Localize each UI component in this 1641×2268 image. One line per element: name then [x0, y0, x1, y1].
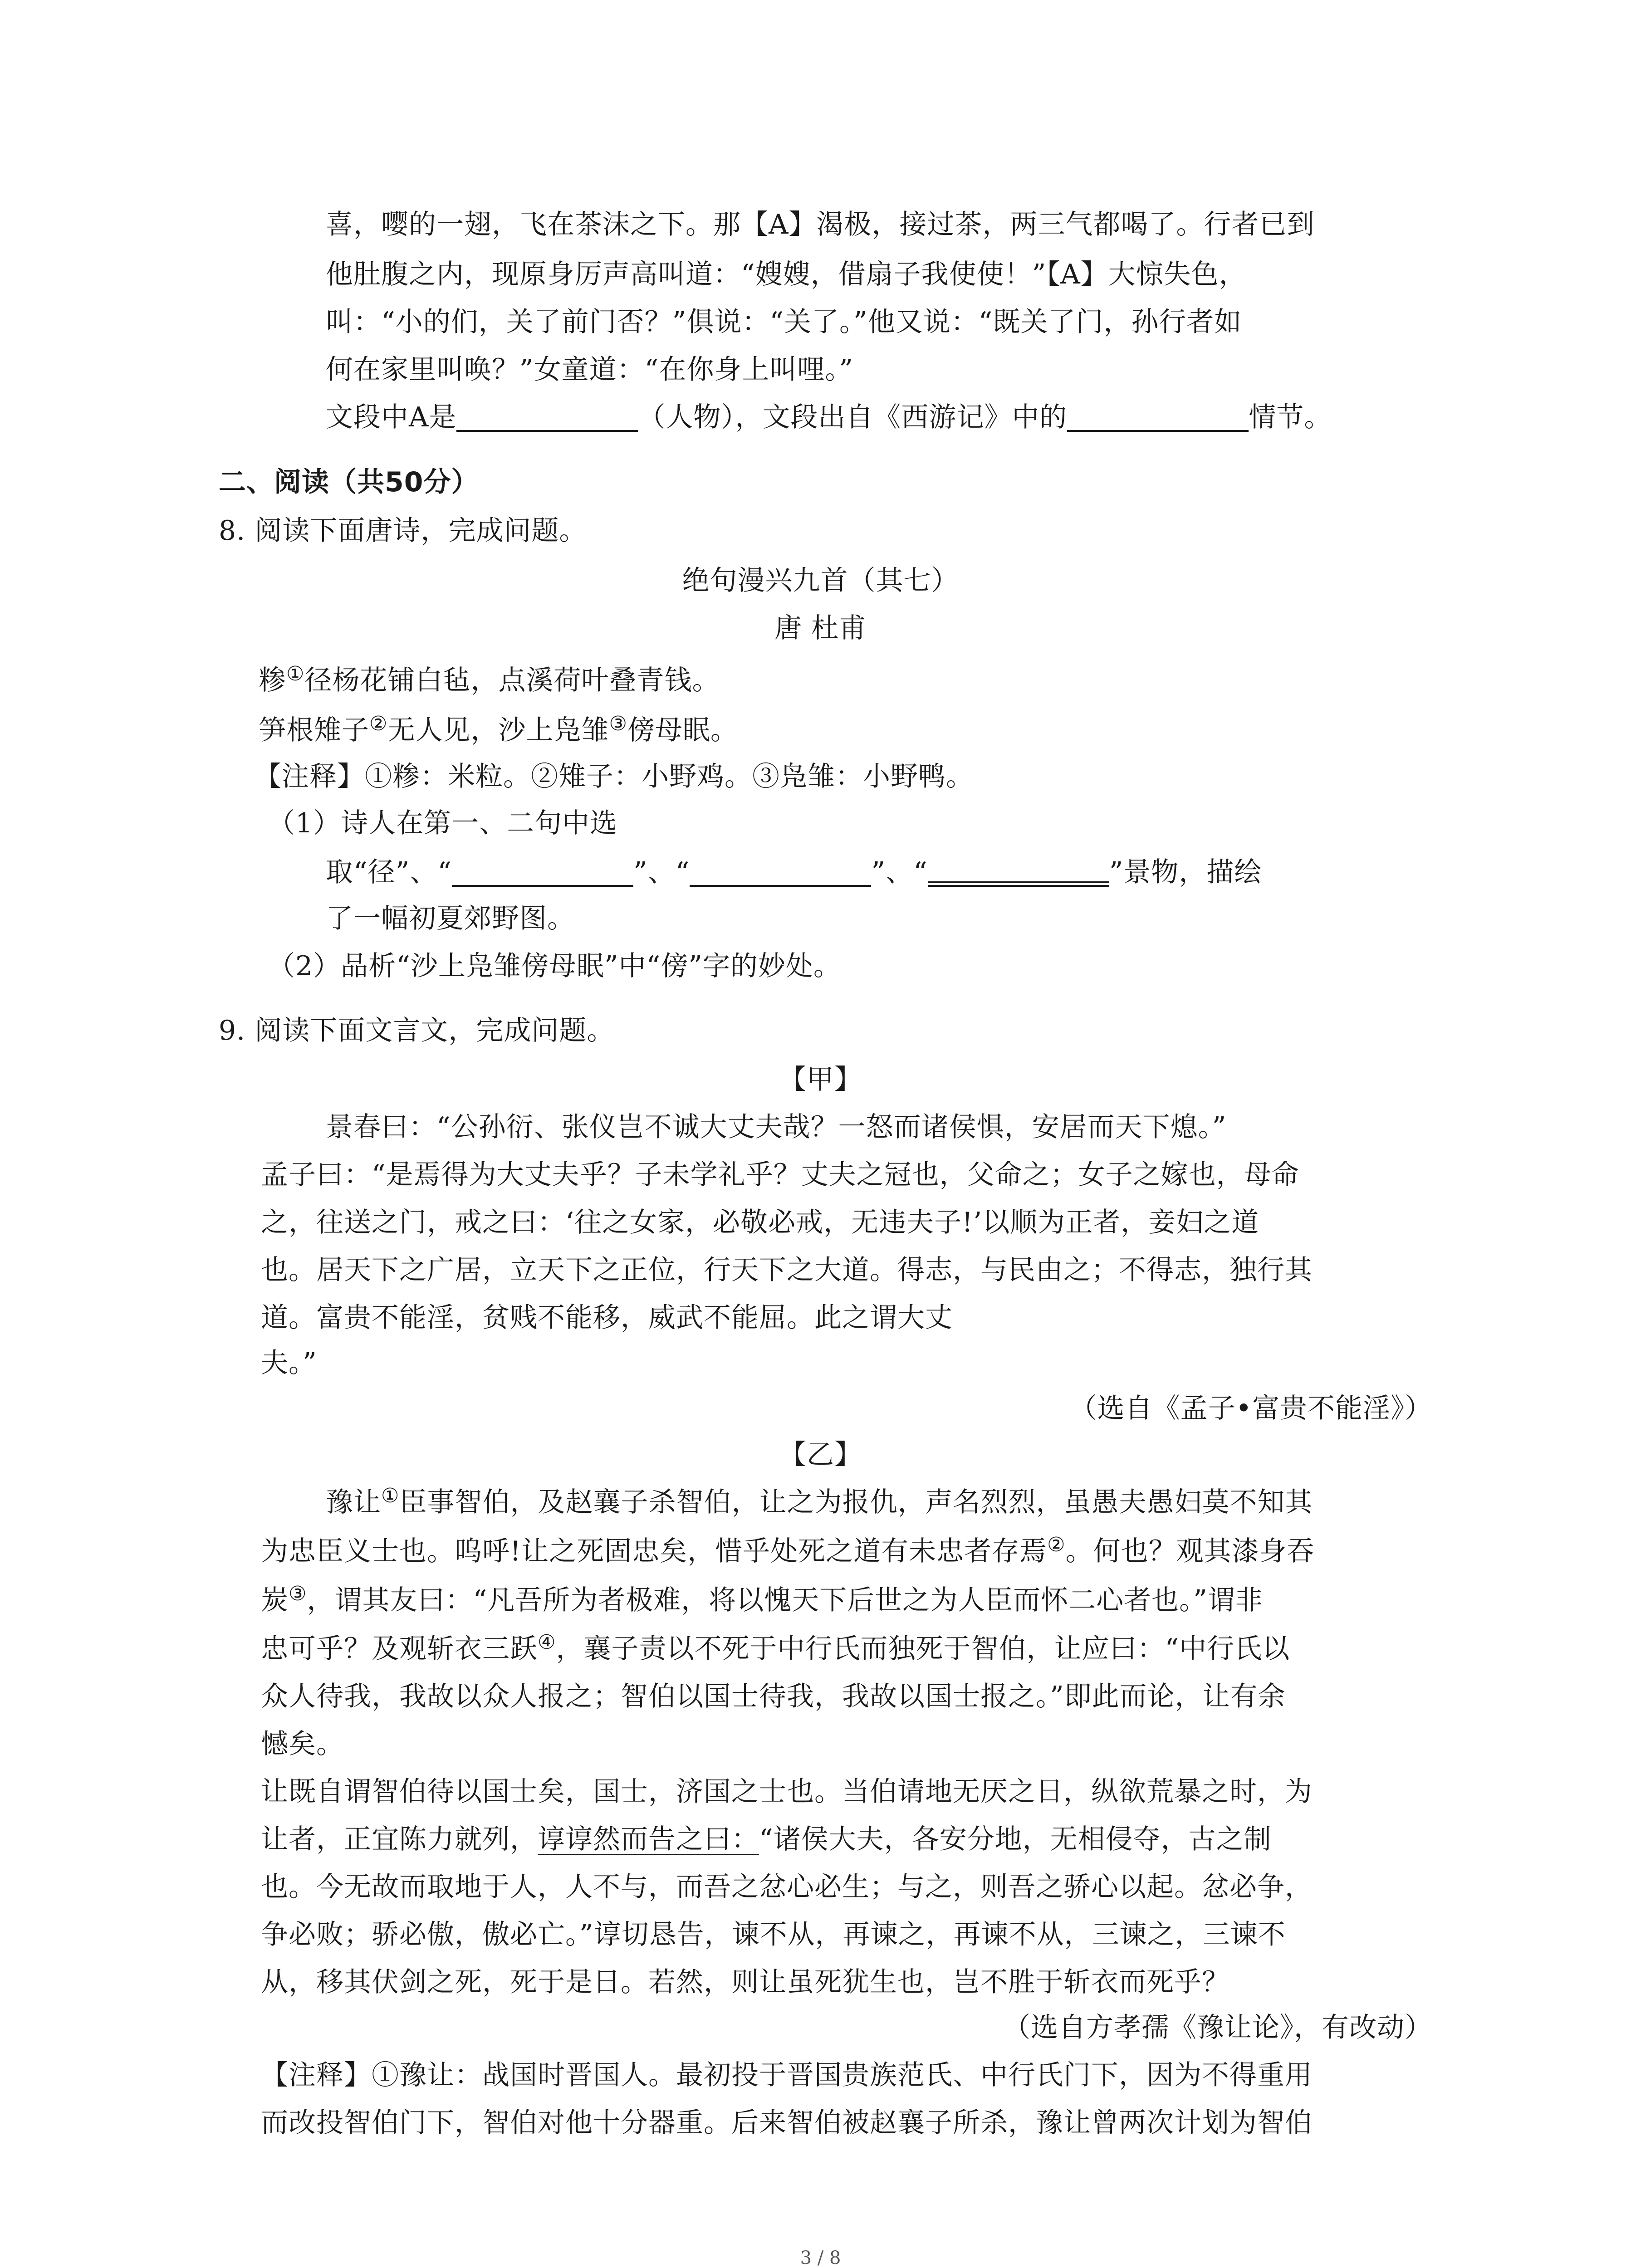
- poem-line: [259, 712, 738, 748]
- question-text: （人物），文段出自《西游记》中的: [638, 401, 1068, 433]
- passage-line: [261, 1582, 1263, 1618]
- passage-line: 之，往送之门，戒之曰：‘往之女家，必敬必戒，无违夫子!’以顺为正者，妾妇之道: [261, 1207, 1259, 1238]
- poem-text: 傍母眠。: [627, 714, 738, 746]
- question-text: ”、“: [871, 856, 928, 888]
- question-prompt: 9. 阅读下面文言文，完成问题。: [219, 1015, 615, 1046]
- passage-text: 忠可乎？及观斩衣三跃: [261, 1633, 538, 1665]
- passage-label-jia: 【甲】: [779, 1064, 862, 1095]
- answer-blank[interactable]: [690, 858, 871, 887]
- passage-text: 炭: [261, 1584, 289, 1616]
- passage-line: 也。今无故而取地于人，人不与，而吾之忿心必生；与之，则吾之骄心以起。忿必争，: [261, 1871, 1313, 1903]
- poem-text: 笋根雉子: [259, 714, 369, 746]
- passage-line: 争必败；骄必傲，傲必亡。”谆切恳告，谏不从，再谏之，再谏不从，三谏之，三谏不: [261, 1919, 1286, 1950]
- answer-blank[interactable]: [1067, 403, 1249, 432]
- sub-question: （1）诗人在第一、二句中选: [268, 807, 618, 839]
- passage-line: 从，移其伏剑之死，死于是日。若然，则让虽死犹生也，岂不胜于斩衣而死乎？: [261, 1966, 1230, 1998]
- passage-text: ，谓其友曰：“凡吾所为者极难，将以愧天下后世之为人臣而怀二心者也。”谓非: [307, 1584, 1263, 1616]
- passage-line: 道。富贵不能淫，贫贱不能移，威武不能屈。此之谓大丈: [261, 1302, 953, 1334]
- passage-text: 豫让: [326, 1486, 381, 1518]
- answer-blank[interactable]: [928, 854, 1109, 887]
- footnote-marker: ①: [286, 662, 305, 685]
- fill-in-question: [326, 399, 1332, 435]
- passage-line: 孟子曰：“是焉得为大丈夫乎？子未学礼乎？丈夫之冠也，父命之；女子之嫁也，母命: [261, 1159, 1299, 1191]
- question-text: 情节。: [1249, 401, 1332, 433]
- sub-question: （2）品析“沙上凫雏傍母眠”中“傍”字的妙处。: [268, 950, 841, 982]
- passage-line: 叫：“小的们，关了前门否？”俱说：“关了。”他又说：“既关了门，孙行者如: [326, 306, 1242, 338]
- question-text: 取“径”、“: [326, 856, 452, 888]
- passage-line: 他肚腹之内，现原身厉声高叫道：“嫂嫂，借扇子我使使！”【A】大惊失色，: [326, 259, 1247, 290]
- passage-line: 憾矣。: [261, 1728, 344, 1760]
- page-number: 3 / 8: [800, 2248, 841, 2268]
- question-text: ”、“: [633, 856, 690, 888]
- passage-line: 让既自谓智伯待以国士矣，国士，济国之士也。当伯请地无厌之日，纵欲荒暴之时，为: [261, 1776, 1313, 1808]
- answer-blank[interactable]: [452, 858, 633, 887]
- passage-text: “诸侯大夫，各安分地，无相侵夺，古之制: [759, 1823, 1272, 1855]
- passage-text: ，襄子责以不死于中行氏而独死于智伯，让应曰：“中行氏以: [556, 1633, 1290, 1665]
- fill-in-question: [326, 854, 1262, 890]
- footnote-marker: ②: [369, 712, 388, 735]
- footnote-marker: ④: [538, 1631, 556, 1654]
- poem-text: 糁: [259, 665, 286, 696]
- question-text: ”景物，描绘: [1109, 856, 1262, 888]
- poem-author: 唐 杜甫: [774, 612, 867, 644]
- passage-line: 喜，嘤的一翅，飞在茶沫之下。那【A】渴极，接过茶，两三气都喝了。行者已到: [326, 209, 1315, 240]
- passage-line: [261, 1821, 1272, 1857]
- question-prompt: 8. 阅读下面唐诗，完成问题。: [219, 515, 587, 547]
- answer-blank[interactable]: [456, 403, 638, 432]
- poem-text: 无人见，沙上凫雏: [387, 714, 609, 746]
- passage-source: （选自方孝孺《豫让论》，有改动）: [1003, 2012, 1432, 2043]
- footnote-marker: ②: [1047, 1533, 1066, 1556]
- passage-line: [261, 1631, 1290, 1667]
- poem-text: 径杨花铺白毡，点溪荷叶叠青钱。: [304, 665, 720, 696]
- sub-question: 了一幅初夏郊野图。: [326, 903, 575, 934]
- passage-text: 让者，正宜陈力就列，: [261, 1823, 538, 1855]
- footnote-marker: ③: [609, 712, 627, 735]
- passage-source: （选自《孟子•富贵不能淫》）: [1069, 1393, 1432, 1424]
- passage-line: 景春曰：“公孙衍、张仪岂不诚大丈夫哉？一怒而诸侯惧，安居而天下熄。”: [326, 1111, 1227, 1143]
- passage-line: 夫。”: [261, 1347, 317, 1379]
- passage-line: [326, 1484, 1313, 1520]
- passage-line: 众人待我，我故以众人报之；智伯以国士待我，我故以国士报之。”即此而论，让有余: [261, 1681, 1286, 1712]
- footnote-marker: ①: [381, 1484, 400, 1507]
- passage-notes: 【注释】①豫让：战国时晋国人。最初投于晋国贵族范氏、中行氏门下，因为不得重用: [261, 2059, 1313, 2091]
- passage-text: 臣事智伯，及赵襄子杀智伯，让之为报仇，声名烈烈，虽愚夫愚妇莫不知其: [399, 1486, 1313, 1518]
- poem-title: 绝句漫兴九首（其七）: [682, 565, 959, 596]
- question-text: 文段中A是: [326, 401, 457, 433]
- passage-text: 。何也？观其漆身吞: [1065, 1535, 1315, 1567]
- passage-line: [261, 1533, 1315, 1569]
- passage-text: 为忠臣义士也。呜呼!让之死固忠矣，惜乎处死之道有未忠者存焉: [261, 1535, 1048, 1567]
- poem-line: [259, 662, 720, 699]
- footnote-marker: ③: [289, 1582, 307, 1605]
- passage-label-yi: 【乙】: [779, 1439, 862, 1471]
- passage-line: 也。居天下之广居，立天下之正位，行天下之大道。得志，与民由之；不得志，独行其: [261, 1254, 1313, 1286]
- passage-notes: 而改投智伯门下，智伯对他十分器重。后来智伯被赵襄子所杀，豫让曾两次计划为智伯: [261, 2107, 1313, 2139]
- passage-line: 何在家里叫唤？”女童道：“在你身上叫哩。”: [326, 354, 854, 386]
- poem-notes: 【注释】①糁：米粒。②雉子：小野鸡。③凫雏：小野鸭。: [254, 761, 974, 792]
- section-heading: 二、阅读（共50分）: [219, 466, 479, 498]
- underlined-sentence: 谆谆然而告之曰：: [538, 1823, 759, 1855]
